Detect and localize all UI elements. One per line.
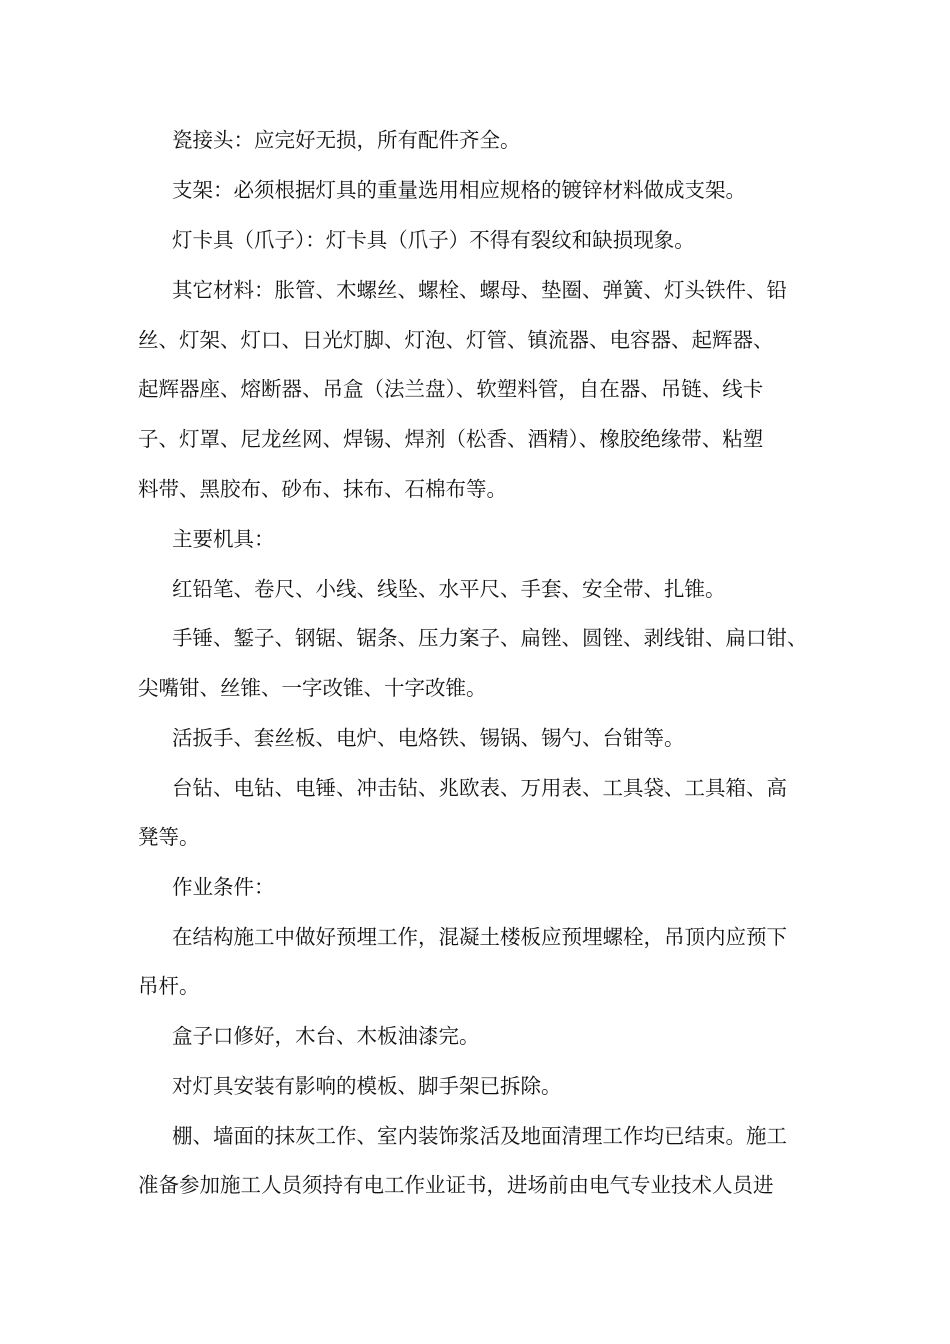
paragraph-line: 手锤、錾子、钢锯、锯条、压力案子、扁锉、圆锉、剥线钳、扁口钳、 (172, 626, 808, 650)
paragraph-line: 料带、黑胶布、砂布、抹布、石棉布等。 (138, 477, 507, 501)
paragraph-line: 活扳手、套丝板、电炉、电烙铁、锡锅、锡勺、台钳等。 (172, 726, 685, 750)
section-heading: 作业条件： (172, 875, 275, 899)
paragraph-line: 其它材料：胀管、木螺丝、螺栓、螺母、垫圈、弹簧、灯头铁件、铅 (172, 278, 787, 302)
paragraph-line: 红铅笔、卷尺、小线、线坠、水平尺、手套、安全带、扎锥。 (172, 577, 726, 601)
paragraph-line: 台钻、电钻、电锤、冲击钻、兆欧表、万用表、工具袋、工具箱、高 (172, 776, 787, 800)
paragraph-line: 对灯具安装有影响的模板、脚手架已拆除。 (172, 1074, 562, 1098)
paragraph-line: 丝、灯架、灯口、日光灯脚、灯泡、灯管、镇流器、电容器、起辉器、 (138, 328, 774, 352)
paragraph-line: 支架：必须根据灯具的重量选用相应规格的镀锌材料做成支架。 (172, 178, 746, 202)
section-heading: 主要机具： (172, 527, 275, 551)
paragraph-line: 盒子口修好，木台、木板油漆完。 (172, 1024, 480, 1048)
paragraph-line: 吊杆。 (138, 974, 200, 998)
paragraph-line: 尖嘴钳、丝锥、一字改锥、十字改锥。 (138, 676, 487, 700)
paragraph-line: 子、灯罩、尼龙丝网、焊锡、焊剂（松香、酒精）、橡胶绝缘带、粘塑 (138, 427, 764, 451)
paragraph-line: 起辉器座、熔断器、吊盒（法兰盘）、软塑料管，自在器、吊链、线卡 (138, 377, 764, 401)
paragraph-line: 准备参加施工人员须持有电工作业证书，进场前由电气专业技术人员进 (138, 1173, 774, 1197)
paragraph-line: 凳等。 (138, 825, 200, 849)
paragraph-line: 灯卡具（爪子）：灯卡具（爪子）不得有裂纹和缺损现象。 (172, 228, 695, 252)
paragraph-line: 棚、墙面的抹灰工作、室内装饰浆活及地面清理工作均已结束。施工 (172, 1124, 787, 1148)
paragraph-line: 瓷接头：应完好无损，所有配件齐全。 (172, 128, 521, 152)
paragraph-line: 在结构施工中做好预埋工作，混凝土楼板应预埋螺栓，吊顶内应预下 (172, 925, 787, 949)
